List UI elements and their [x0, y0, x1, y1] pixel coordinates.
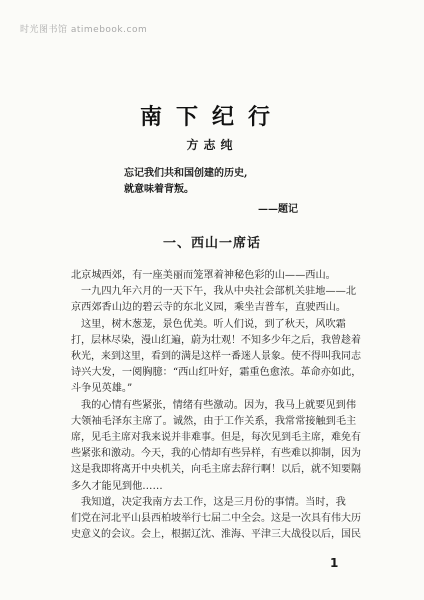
- text-line: 们党在河北平山县西柏坡举行七届二中全会。这是一次具有伟大历: [71, 513, 361, 525]
- body-text: [71, 268, 361, 543]
- text-line: 京西郊香山边的碧云寺的东北义园，乘坐吉普车，直驶西山。: [71, 302, 347, 314]
- chapter-title: 南下纪行: [139, 105, 284, 130]
- epigraph-line: 就意味着背叛。: [124, 184, 194, 195]
- text-line: 多久才能见到他……: [71, 480, 163, 492]
- epigraph-line: 忘记我们共和国创建的历史,: [124, 168, 248, 179]
- author-name: 方志纯: [186, 138, 238, 152]
- section-heading: 一、西山一席话: [162, 236, 261, 251]
- text-line: 打，层林尽染，漫山红遍，蔚为壮观！不知多少年之后，我曾趁着: [71, 334, 361, 346]
- text-line: 席，见毛主席对我来说并非难事。但是，每次见到毛主席，难免有: [71, 432, 361, 444]
- text-line: 一九四九年六月的一天下午，我从中央社会部机关驻地——北: [81, 286, 357, 298]
- text-line: 北京城西郊，有一座美丽而笼罩着神秘色彩的山——西山。: [71, 270, 336, 281]
- text-line: 大领袖毛泽东主席了。诚然，由于工作关系，我常常接触到毛主: [71, 415, 357, 427]
- text-line: 诗兴大发，一阅胸臆：“西山红叶好，霜重色愈浓。革命亦如此，: [71, 367, 361, 379]
- text-line: 这里，树木葱茏，景色优美。听人们说，到了秋天，风吹霜: [81, 318, 346, 330]
- text-line: 史意义的会议。会上，根据辽沈、淮海、平津三大战役以后，国民: [71, 529, 361, 541]
- text-line: 秋光，来到这里，看到的满是这样一番迷人景象。使不得叫我同志: [71, 351, 361, 363]
- text-line: 我的心情有些紧张，情绪有些激动。因为，我马上就要见到伟: [81, 399, 357, 411]
- page-number: 1: [330, 556, 339, 570]
- watermark: 时光图书馆 atimebook.com: [20, 25, 148, 35]
- epigraph-attribution: ——题记: [258, 204, 298, 215]
- text-line: 这是我即将离开中央机关，向毛主席去辞行啊！以后，就不知要隔: [71, 464, 361, 476]
- text-line: 些紧张和激动。今天，我的心情却有些异样，有些难以抑制，因为: [71, 448, 361, 460]
- text-line: 斗争见英雄。”: [71, 383, 133, 395]
- text-line: 我知道，决定我南方去工作，这是三月份的事情。当时，我: [81, 496, 346, 508]
